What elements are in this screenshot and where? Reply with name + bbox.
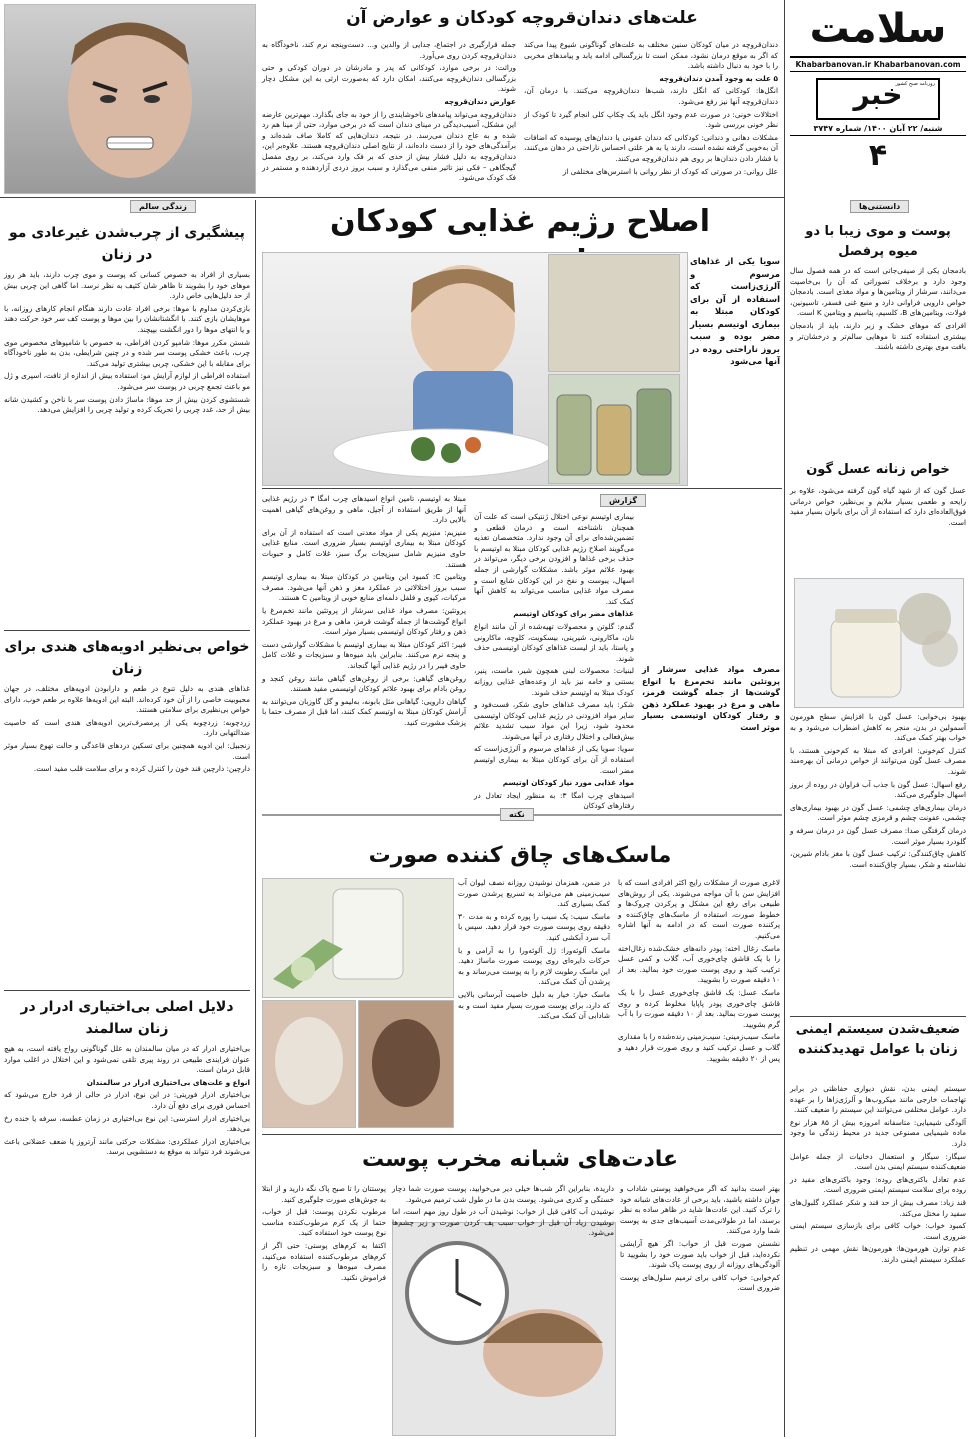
main-text-1b: گندم: گلوتن و محصولات تهیه‌شده از آن مانند انواع نان، ماکارونی، شیرینی، بیسکویت، کلوچه، ماکارونی و پاستا، باید از لیست غذاهای کودکان اوتیسمی حذف شوند. xyxy=(474,621,634,663)
right-a3-s6: عدم توازن هورمون‌ها: هورمون‌ها نقش مهمی در تنظیم عملکرد سیستم ایمنی دارند. xyxy=(790,1244,966,1264)
right-a2-s1: بهبود بی‌خوابی: عسل گون با افزایش سطح هورمون آسمولین در بدن، منجر به کاهش اضطراب می‌شود و به خواب بهتر کمک می‌کند. xyxy=(790,712,966,743)
main-text-1e: سویا: سویا یکی از غذاهای مرسوم و آلرژی‌زاست که استفاده از آن برای کودکان مبتلا به بیماری اوتیسم مضر است. xyxy=(474,744,634,775)
main-text-2e: فیبر: اکثر کودکان مبتلا به بیماری اوتیسم با مشکلات گوارشی دست و پنجه نرم می‌کنند. بنابراین باید میوه‌ها و سبزیجات و غلات کامل حاوی فیبر را در رژیم غذایی آنها گنجاند. xyxy=(262,639,466,670)
left-a2-text: غذاهای هندی به دلیل تنوع در طعم و دارابودن ادویه‌های مختلف، در جهان محبوبیت خاصی را از آن خود کرده‌اند. البته این ادویه‌ها علاوه بر طعم خوب، دارای خواص بی‌نظیری برای سلامتی هستند. xyxy=(4,684,250,715)
right-a2-s3: رفع اسهال: عسل گون با جذب آب فراوان در روده از بروز اسهال جلوگیری می‌کند. xyxy=(790,779,966,800)
skin-article-title: عادت‌های شبانه مخرب پوست xyxy=(361,1147,679,1172)
divider-left xyxy=(255,200,256,1437)
main-text-2f: روغن‌های گیاهی: برخی از روغن‌های گیاهی مانند روغن کنجد و روغن بادام برای بهبود علائم کودکان اوتیسمی مفید هستند. xyxy=(262,673,466,694)
face-mask-photo-1 xyxy=(262,1000,356,1128)
skin-text-1b: نشستن صورت قبل از خواب: اگر هیچ آرایشی نکرده‌اید، قبل از خواب باید صورت خود را بشویید تا آلودگی‌های روزانه از روی پوست پاک شوند. xyxy=(620,1238,780,1270)
right-article2-intro xyxy=(790,486,966,574)
section-tag-report: گزارش xyxy=(600,494,646,507)
right-article2-title: خواص زنانه عسل گون xyxy=(806,462,950,477)
main-divider xyxy=(262,488,782,489)
top-sub-2: عوارض دندان‌قروچه xyxy=(444,96,516,106)
right-article1-body xyxy=(790,266,966,452)
left-divider-2 xyxy=(4,990,250,991)
page-number: ۴ xyxy=(868,138,888,173)
skin-text-3c: اکتفا به کرم‌های پوستی: حتی اگر از کرم‌های مرطوب‌کننده استفاده می‌کنید، مصرف میوه‌ها و سبزیجات تازه را فراموش نکنید. xyxy=(262,1240,386,1282)
mask-text-2c: ماسک آلوئه‌ورا: ژل آلوئه‌ورا را به آرامی و با حرکات دایره‌ای روی پوست صورت ماساژ دهید. این ماسک رطوبت لازم را به پوست می‌رساند و به پرشدن آن کمک می‌کند. xyxy=(458,945,610,987)
left-divider-1 xyxy=(4,630,250,631)
mask-col1 xyxy=(618,878,780,1128)
right-article3-title: ضعیف‌شدن سیستم ایمنی زنان با عوامل تهدیدکننده xyxy=(795,1022,961,1057)
right-a2-s5: درمان گرفتگی صدا: مصرف عسل گون در درمان سرفه و گلودرد بسیار موثر است. xyxy=(790,825,966,846)
section-tag-tip: نکته xyxy=(500,808,534,821)
main-text-1f: اسیدهای چرب امگا ۳: به منظور ایجاد تعادل در رفتارهای کودکان xyxy=(474,790,634,811)
left-a2-s3: دارچین: دارچین قند خون را کنترل کرده و برای سلامت قلب مفید است. xyxy=(33,764,250,774)
top-article-col1 xyxy=(524,40,778,192)
right-a3-s5: کمبود خواب: خواب کافی برای بازسازی سیستم ایمنی ضروری است. xyxy=(790,1221,966,1241)
top-text-2: جمله قرارگیری در اجتماع، جدایی از والدین و... دست‌وپنجه نرم کند، ناخودآگاه به دندان‌قروچه کردن روی می‌آورد. xyxy=(262,40,516,60)
mask-text-1: لاغری صورت از مشکلات رایج اکثر افرادی است که با افزایش سن با آن مواجه می‌شوند. یکی از روش‌های طبیعی برای رفع این مشکل و پرکردن چروک‌ها و خطوط صورت، استفاده از ماسک‌های چاق‌کننده و پرکننده صورت است که در ادامه به آنها اشاره می‌کنیم. xyxy=(618,878,780,940)
date-line: شنبه/ ۲۲ آبان ۱۴۰۰/ شماره ۳۷۴۷ xyxy=(790,124,966,136)
main-text-2g: گیاهان دارویی: گیاهانی مثل بابونه، به‌لیمو و گل گاوزبان می‌توانند به آرامش کودکان مبتلا به اوتیسم کمک کنند، اما قبل از مصرف حتما با پزشک مشورت کنید. xyxy=(262,696,466,727)
masthead-sites: Khabarbanovan.ir Khabarbanovan.com xyxy=(790,56,966,72)
left-article2-body xyxy=(4,684,250,984)
main-text-2c: ویتامین C: کمبود این ویتامین در کودکان مبتلا به بیماری اوتیسم سبب بروز اختلالاتی در عملکرد مغز و ذهن آنها می‌شود. مصرف مرکبات، کیوی و فلفل دلمه‌ای منابع خوبی از ویتامین C هستند. xyxy=(262,572,466,603)
kids-playing-photo xyxy=(548,254,680,372)
left-article3-body xyxy=(4,1044,250,1432)
left-article1-title: پیشگیری از چرب‌شدن غیرعادی مو در زنان xyxy=(9,225,245,263)
top-article-col2 xyxy=(262,40,516,192)
top-text-1d: مشکلات دهانی و دندانی: کودکانی که دندان عفونی یا دندان‌های پوسیده که اضافات آن به‌خوبی گرفته نشده است، دارند یا به هر علتی احساس ناراحتی در دهان می‌کنند، با فشار دادن دندان‌ها بر روی هم دندان‌قروچه می‌کنند. xyxy=(524,132,778,163)
right-article3-body xyxy=(790,1084,966,1432)
left-a1-s2: شستن مکرر موها: شامپو کردن افراطی، به خصوص با شامپوهای مخصوص موی چرب، باعث خشکی پوست سر شده و در چنین شرایطی، بدن به طور ناخودآگاه برای مقابله با این خشکی، چربی بیشتری تولید می‌کند. xyxy=(4,337,250,368)
sleeping-woman-photo xyxy=(392,1222,616,1436)
main-sub-2: مواد غذایی مورد نیاز کودکان اوتیسم xyxy=(502,778,634,788)
left-a3-s4: بی‌اختیاری ادرار عملکردی: مشکلات حرکتی مانند آرتروز یا ضعف عضلانی باعث می‌شوند فرد نتواند به موقع به دستشویی برسد. xyxy=(4,1136,250,1157)
left-a1-text: بسیاری از افراد به خصوص کسانی که پوست و موی چرب دارند، باید هر روز موهای خود را بشویند تا ظاهر شان کثیف به نظر نرسد. اما گاهی این چربی بیش از حد دلیل‌هایی خاص دارد. xyxy=(4,270,250,301)
mask-article-title: ماسک‌های چاق کننده صورت xyxy=(368,843,672,868)
section-tag-left: زندگی سالم xyxy=(130,200,196,213)
left-article2-title: خواص بی‌نظیر ادویه‌های هندی برای زنان xyxy=(4,639,250,677)
main-sub-1: غذاهای مضر برای کودکان اوتیسم xyxy=(513,609,634,619)
left-a1-s4: شستشوی کردن بیش از حد موها: ماساژ دادن پوست سر با ناخن و کشیدن شانه بیش از حد، غدد چربی را تحریک کرده و تولید چربی را افزایش می‌دهد. xyxy=(4,394,250,415)
logo-sub: روزنامه صبح کشور xyxy=(895,81,935,87)
right-a3-s3: عدم تعادل باکتری‌های روده: وجود باکتری‌های مفید در روده برای سلامت سیستم ایمنی ضروری است. xyxy=(790,1174,966,1195)
right-a3-s2: سیگار: سیگار و استعمال دخانیات از جمله عوامل ضعیف‌کننده سیستم ایمنی بدن است. xyxy=(790,1151,966,1172)
skin-col2 xyxy=(392,1184,614,1238)
jars-photo xyxy=(548,374,680,484)
left-a1-s1: بازی‌کردن مداوم با موها: برخی افراد عادت دارند هنگام انجام کارهای روزانه، با موهایشان بازی کنند. با انگشتانشان را بین موها و پوست کف سر خود حرکت دهند و یا انتهای موها را دور انگشت بپیچند. xyxy=(4,303,250,334)
masthead-title: سلامت xyxy=(809,6,947,52)
mask-text-1d: ماسک سیب‌زمینی: سیب‌زمینی رنده‌شده را با مقداری گلاب و عسل ترکیب کنید و روی صورت قرار دهید و پس از ۲۰ دقیقه بشویید. xyxy=(618,1032,780,1063)
left-article3-title: دلایل اصلی بی‌اختیاری ادرار در زنان سالمند xyxy=(20,999,234,1037)
right-article2-body xyxy=(790,712,966,1012)
skin-text-3b: مرطوب نکردن پوست: قبل از خواب، حتما از یک کرم مرطوب‌کننده مناسب نوع پوست خود استفاده کنید. xyxy=(262,1207,386,1238)
mask-col2 xyxy=(458,878,610,1128)
right-a3-s1: آلودگی شیمیایی: متاسفانه امروزه بیش از ۸۵ هزار نوع ماده شیمیایی مصنوعی جدید در محیط زندگی ما وجود دارد. xyxy=(790,1117,966,1148)
top-text-2c: دندان‌قروچه می‌تواند پیامدهای ناخوشایندی را از خود به جای بگذارد. مهم‌ترین عارضه این مشکل، آسیب‌دیدگی در مینای دندان است که در برخی موارد، حتی از مینا هم رد شده و به عاج دندان می‌رسد. در نتیجه، دندان‌هایی که کاملا صاف شده‌اند و برآمدگی‌های خود را از دست داده‌اند، از نتایج اصلی دندان‌قروچه هستند. علاوه‌بر این، دندان‌قروچه به دلیل فشار بیش از حدی که بر فک وارد می‌کند، بر روی مفصل گیجگاهی – فکی نیز تاثیر منفی می‌گذارد و سبب بروز دردی آزاردهنده و مستمر در فک کودک می‌شود. xyxy=(262,109,516,183)
right-a1-text2: افرادی که موهای خشک و زبر دارند، باید از بادمجان بیشتری استفاده کنند تا موهایی سالم‌تر و درخشان‌تر و بافت موی بهتری داشته باشند. xyxy=(790,320,966,352)
skin-text-2: داریدة، بنابراین اگر شب‌ها خیلی دیر می‌خوابید، پوست صورت شما دچار خستگی و کدری می‌شود. پوست بدن ما در طول شب ترمیم می‌شود. xyxy=(392,1184,614,1204)
right-a3-s4: قند زیاد: مصرف بیش از حد قند و شکر عملکرد گلبول‌های سفید را مختل می‌کند. xyxy=(790,1197,966,1218)
main-text-2: مبتلا به اوتیسم، تامین انواع اسیدهای چرب امگا ۳ در رژیم غذایی آنها از طریق استفاده از آجیل، ماهی و روغن‌های گیاهی اهمیت بالایی دارد. xyxy=(262,494,467,525)
left-a3-s2: بی‌اختیاری ادرار فوریتی: در این نوع، ادرار در حالی از فرد خارج می‌شود که احساس فوری برای دفع آن دارد. xyxy=(4,1090,250,1110)
right-a2-s6: کاهش چاق‌کنندگی: ترکیب عسل گون با مغز بادام شیرین، نشاسته و شکر، بسیار چاق‌کننده است. xyxy=(790,849,966,869)
mask-text-2: در ضمن، همزمان نوشیدن روزانه نصف لیوان آب سیب‌زمینی هم می‌تواند به تسریع پرشدن صورت کمک بسیاری کند. xyxy=(458,878,610,909)
skin-divider xyxy=(262,1134,782,1135)
main-text-1: بیماری اوتیسم نوعی اختلال ژنتیکی است که علت آن همچنان ناشناخته است و درمان قطعی و تضمین‌شده‌ای برای آن وجود ندارد. متخصصان تغذیه می‌گویند اصلاح رژیم غذایی کودکان مبتلا به اوتیسم با حذف برخی غذاها و افزودن برخی دیگر، می‌تواند در بهبود علائم موثر باشد. مشکلات گوارشی از جمله اسهال، یبوست و نفخ در این کودکان شایع است و مصرف مواد غذایی مناسب می‌تواند به کاهش آنها کمک کند. xyxy=(474,512,634,606)
top-text-1: دندان‌قروچه در میان کودکان سنین مختلف به علت‌های گوناگونی شیوع پیدا می‌کند که اگر به موقع درمان نشود، ممکن است تا بزرگسالی ادامه یابد و پیامدهای مخربی را با خود به دنبال داشته باشد. xyxy=(524,40,778,71)
logo xyxy=(816,78,940,120)
right-divider xyxy=(790,1016,966,1017)
mask-text-2d: ماسک خیار: خیار به دلیل خاصیت آبرسانی بالایی که دارد، برای پوست صورت بسیار مفید است و به شادابی آن کمک می‌کند. xyxy=(458,989,610,1021)
top-text-1b: انگل‌ها: کودکانی که انگل دارند، شب‌ها دندان‌قروچه می‌کنند. با درمان آن، دندان‌قروچه آنها نیز رفع می‌شود. xyxy=(524,86,778,106)
left-a3-text: بی‌اختیاری ادرار که در میان سالمندان به علل گوناگونی رواج یافته است، به هیچ عنوان فرایندی طبیعی در روند پیری تلقی نمی‌شود و این اختلال در اغلب موارد قابل درمان است. xyxy=(4,1044,250,1075)
left-a3-s1: انواع و علت‌های بی‌اختیاری ادرار در سالمندان xyxy=(86,1077,250,1087)
right-a1-text: بادمجان یکی از صیفی‌جاتی است که در همه فصول سال وجود دارد و برخلاف تصوراتی که آن را بی‌خاصیت می‌دانند، سرشار از ویتامین‌ها و مواد مغذی است. بادمجان خواص دارویی فراوانی دارد و منبع غنی فسفر، تاسیونین، فولات، ویتامین‌های B، کلسیم، پتاسیم و ویتامین K است. xyxy=(790,266,966,318)
left-a2-s1: زردچوبه: زردچوبه یکی از پرمصرف‌ترین ادویه‌های هندی است که خاصیت ضدالتهابی دارد. xyxy=(4,717,250,738)
main-article-title: اصلاح رژیم غذایی کودکان xyxy=(329,204,711,239)
top-article-title: علت‌های دندان‌قروچه کودکان و عوارض آن xyxy=(346,8,698,28)
skin-text-1c: کم‌خوابی: خواب کافی برای ترمیم سلول‌های پوست ضروری است. xyxy=(620,1272,780,1293)
honey-photo xyxy=(794,578,964,708)
masthead xyxy=(790,4,966,190)
main-caption-1: سویا یکی از غذاهای مرسوم و آلرژی‌زاست که استفاده از آن برای کودکان مبتلا به بیماری اوتیسم بسیار مضر بوده و سبب بروز ناراحتی روده در آنها می‌شود xyxy=(690,257,780,367)
right-a2-text: عسل گون که از شهد گیاه گون گرفته می‌شود، علاوه بر رایحه و طعمی بسیار ملایم و بی‌نظیر، خواص درمانی فوق‌العاده‌ای دارد که استفاده از آن برای بانوان بسیار مفید است. xyxy=(790,486,966,527)
face-mask-photo-2 xyxy=(358,1000,454,1128)
top-sub-1: ۵ علت به وجود آمدن دندان‌قروچه xyxy=(659,73,778,83)
aloe-photo xyxy=(262,878,454,998)
skin-text-3: پوستتان را تا صبح پاک نگه دارید و از ابتلا به جوش‌های صورت جلوگیری کنید. xyxy=(262,1184,386,1204)
skin-text-2b: نوشیدن آب کافی قبل از خواب: نوشیدن آب در طول روز مهم است، اما نوشیدن زیاد آن قبل از خواب سبب پف کردن صورت و زیر چشم‌ها می‌شود. xyxy=(392,1207,614,1238)
main-text-1d: شکر: باید مصرف غذاهای حاوی شکر، فست‌فود و سایر مواد افزودنی در رژیم غذایی کودکان اوتیسمی محدود شود، زیرا این مواد سبب تشدید علائم بیش‌فعالی و اختلال رفتاری در آنها می‌شوند. xyxy=(474,700,634,741)
right-a2-s4: درمان بیماری‌های چشمی: عسل گون در بهبود بیماری‌های چشمی، عفونت چشم و قرمزی چشم موثر است. xyxy=(790,802,966,823)
top-text-1e: علل روانی: در صورتی که کودک از نظر روانی با استرس‌های مختلفی از xyxy=(562,166,778,176)
divider-top xyxy=(0,197,784,198)
main-text-2d: پروتئین: مصرف مواد غذایی سرشار از پروتئین مانند تخم‌مرغ یا انواع گوشت‌ها از جمله گوشت قرمز، ماهی و مرغ در بهبود عملکرد ذهن و رفتار کودکان اوتیسمی بسیار موثر است. xyxy=(262,605,466,637)
main-col1 xyxy=(474,512,634,811)
left-a1-s3: استفاده افراطی از لوازم آرایش مو: استفاده بیش از اندازه از تافت، اسپری و ژل مو باعث تجمع چربی در پوست سر می‌شود. xyxy=(4,371,250,391)
angry-child-photo xyxy=(4,4,256,194)
section-tag-right: دانستنی‌ها xyxy=(850,200,909,213)
divider-right xyxy=(784,0,785,1437)
skin-col1 xyxy=(620,1184,780,1434)
right-a3-text: سیستم ایمنی بدن، نقش دیواری حفاظتی در برابر تهاجمات خارجی مانند میکروب‌ها و آلرژی‌زاها را بر عهده دارد. عوامل مختلفی می‌توانند این سیستم را ضعیف کنند. xyxy=(790,1084,966,1115)
main-text-1c: لبنیات: محصولات لبنی همچون شیر، ماست، پنیر، بستنی و خامه نیز باید از وعده‌های غذایی روزانه کودک مبتلا به اوتیسم حذف شوند. xyxy=(474,666,634,697)
skin-col3 xyxy=(262,1184,386,1434)
skin-text-1: بهتر است بدانید که اگر می‌خواهید پوستی شاداب و جوان داشته باشید، باید برخی از عادت‌های شبانه خود را ترک کنید. این عادت‌ها شاید در ظاهر ساده به نظر برسند، اما در طولانی‌مدت آسیب‌های جدی به پوست شما وارد می‌کنند. xyxy=(620,1184,780,1236)
left-article1-body xyxy=(4,270,250,630)
left-a3-s3: بی‌اختیاری ادرار استرسی: این نوع بی‌اختیاری در زمان عطسه، سرفه یا خنده رخ می‌دهد. xyxy=(4,1113,250,1134)
mask-text-2b: ماسک سیب: یک سیب را پوره کرده و به مدت ۳۰ دقیقه روی پوست صورت خود قرار دهید. سپس با آب سرد آبکشی کنید. xyxy=(458,911,610,942)
left-a2-s2: زنجبیل: این ادویه همچنین برای تسکین دردهای قاعدگی و حالت تهوع بسیار موثر است. xyxy=(4,740,250,761)
mask-text-1c: ماسک عسل: یک قاشق چای‌خوری عسل را با یک قاشق چای‌خوری پودر پاپایا مخلوط کرده و روی پوست صورت بمالید. بعد از ۱۰ دقیقه صورت را با آب گرم بشویید. xyxy=(618,987,780,1029)
right-a2-s2: کنترل کم‌خونی: افرادی که مبتلا به کم‌خونی هستند، با مصرف عسل گون می‌توانند از خواص درمانی آن بهره‌مند شوند. xyxy=(790,745,966,776)
main-text-2b: منیزیم: منیزیم یکی از مواد معدنی است که استفاده از آن برای کودکان مبتلا به بیماری اوتیسم بسیار ضروری است. منابع غذایی حاوی منیزیم شامل سبزیجات برگ سبز، غلات کامل و حبوبات هستند. xyxy=(262,527,466,569)
mask-text-1b: ماسک زغال اخته: پودر دانه‌های خشک‌شده زغال‌اخته را با یک قاشق چای‌خوری آب، گلاب و کمی عسل ترکیب کنید و روی پوست صورت خود بمالید. بعد از ۱۰ دقیقه صورت را بشویید. xyxy=(618,943,780,985)
top-text-2b: وراثت: در برخی موارد، کودکانی که پدر و مادرشان در دوران کودکی و حتی بزرگسالی دندان‌قروچه می‌کنند، امکان دارد که به‌صورت ارثی به این مشکل دچار شوند. xyxy=(262,63,516,94)
right-article1-title: پوست و موی زیبا با دو میوه پرفصل xyxy=(805,224,951,259)
main-col2 xyxy=(262,494,466,798)
top-text-1c: اختلالات خونی: در صورت عدم وجود انگل باید یک چکاپ کلی انجام گیرد تا کودک از نظر خونی بررسی شود. xyxy=(524,109,778,130)
main-caption-2: مصرف مواد غذایی سرشار از پروتئین مانند تخم‌مرغ یا انواع گوشت‌ها از جمله گوشت قرمز، ماهی و مرغ در بهبود عملکرد ذهن و رفتار کودکان اوتیسمی بسیار موثر است xyxy=(642,665,780,732)
logo-text: خبر xyxy=(853,78,903,111)
